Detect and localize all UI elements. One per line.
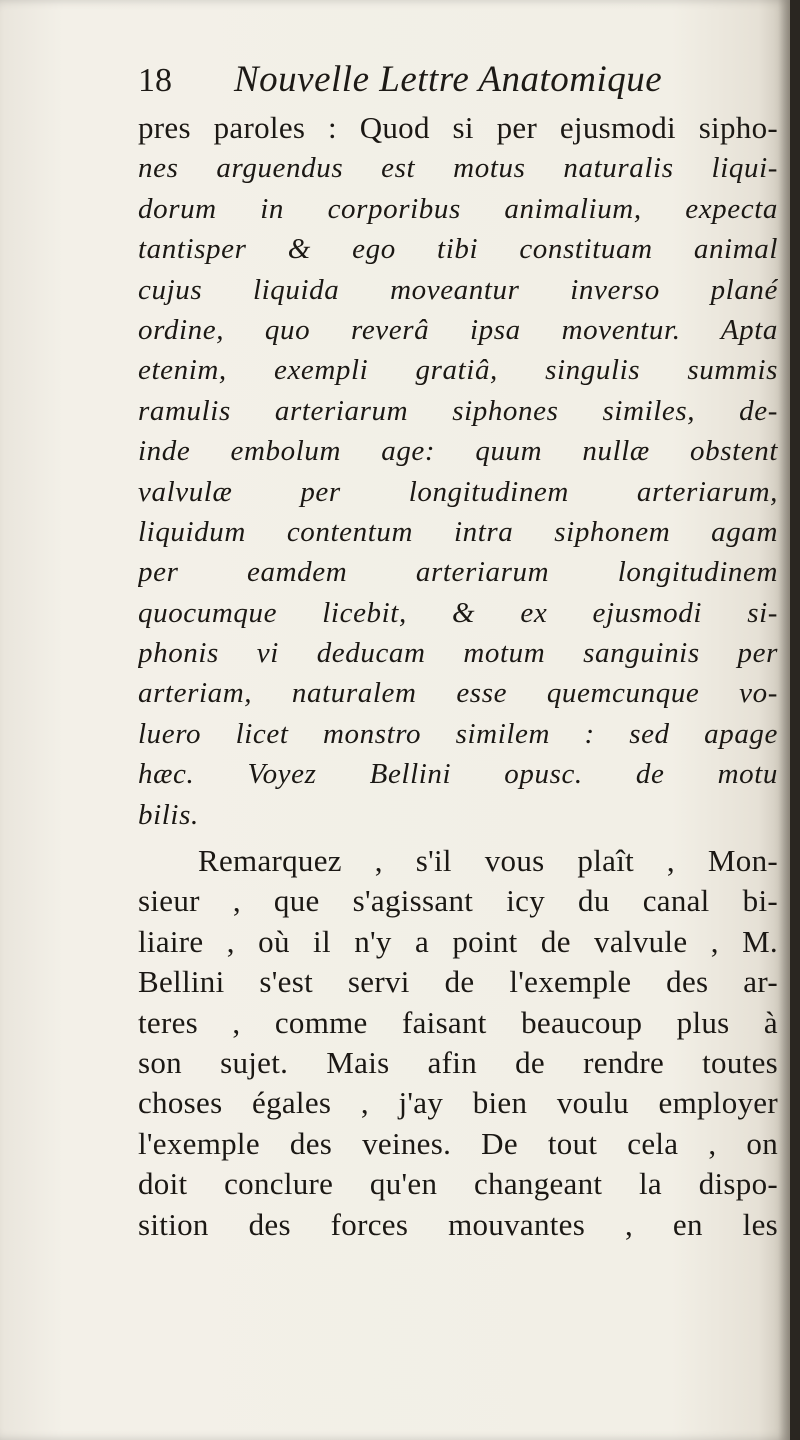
running-title: Nouvelle Lettre Anatomique	[234, 59, 663, 100]
text-line: valvulæ per longitudinem arteriarum,	[138, 475, 778, 508]
text-line: phonis vi deducam motum sanguinis per	[138, 637, 778, 670]
text-line: doit conclure qu'en changeant la dispo-	[138, 1166, 778, 1202]
text-line: choses égales , j'ay bien voulu employer	[138, 1085, 778, 1121]
text-line: liquidum contentum intra siphonem agam	[138, 515, 778, 548]
text-line: liaire , où il n'y a point de valvule , M.	[138, 923, 778, 959]
text-line: ramulis arteriarum siphones similes, de-	[138, 394, 778, 427]
text-line: nes arguendus est motus naturalis liqui-	[138, 152, 778, 185]
text-line: sieur , que s'agissant icy du canal bi-	[138, 883, 778, 919]
text-line: Bellini s'est servi de l'exemple des ar-	[138, 964, 778, 1000]
text-line: ordine, quo reverâ ipsa moventur. Apta	[138, 313, 778, 346]
text-line: son sujet. Mais afin de rendre toutes	[138, 1044, 778, 1080]
text-line: Remarquez , s'il vous plaît , Mon-	[198, 843, 778, 879]
text-line: teres , comme faisant beaucoup plus à	[138, 1004, 778, 1040]
text-line: hæc. Voyez Bellini opusc. de motu	[138, 758, 778, 791]
page-number: 18	[138, 62, 172, 99]
text-line: quocumque licebit, & ex ejusmodi si-	[138, 596, 778, 629]
body-text	[138, 108, 778, 1245]
page-header	[138, 58, 738, 104]
text-line: sition des forces mouvantes , en les	[138, 1206, 778, 1242]
text-line: arteriam, naturalem esse quemcunque vo-	[138, 677, 778, 710]
text-line: etenim, exempli gratiâ, singulis summis	[138, 354, 778, 387]
text-line: tantisper & ego tibi constituam animal	[138, 233, 778, 266]
text-line: dorum in corporibus animalium, expecta	[138, 192, 778, 225]
text-line: inde embolum age: quum nullæ obstent	[138, 435, 778, 468]
text-line: per eamdem arteriarum longitudinem	[138, 556, 778, 589]
text-line: luero licet monstro similem : sed apage	[138, 717, 778, 750]
text-line: pres paroles : Quod si per ejusmodi sipho-	[138, 110, 778, 145]
text-line: cujus liquida moveantur inverso plané	[138, 273, 778, 306]
text-line: bilis.	[138, 798, 199, 831]
text-line: l'exemple des veines. De tout cela , on	[138, 1125, 778, 1161]
